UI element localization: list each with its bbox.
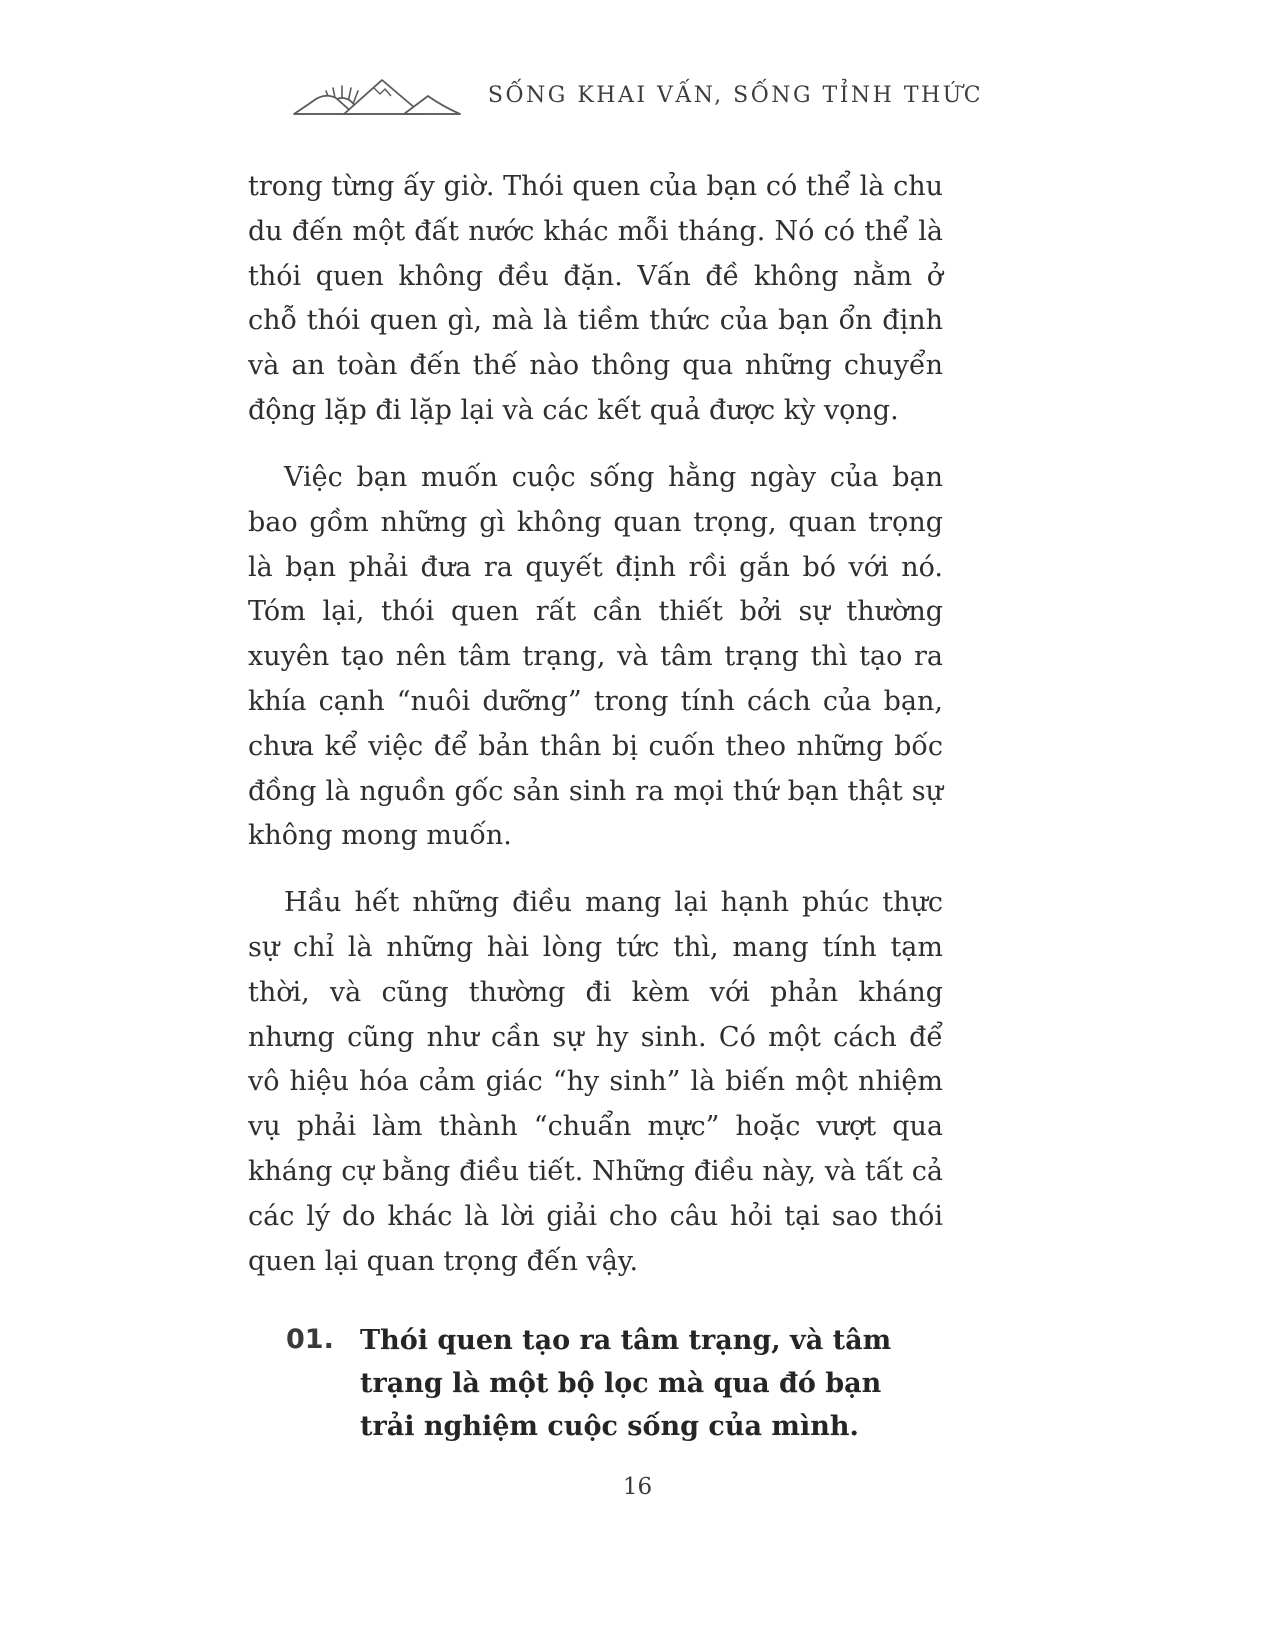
mountain-sunrise-icon (292, 68, 462, 122)
page-number: 16 (622, 1474, 653, 1500)
numbered-point-text: Thói quen tạo ra tâm trạng, và tâm trạng là một bộ lọc mà qua đó bạn trải nghiệm cuộc sống của mình. (360, 1324, 892, 1442)
book-title: SỐNG KHAI VẤN, SỐNG TỈNH THỨC (487, 82, 984, 108)
paragraph: Việc bạn muốn cuộc sống hằng ngày của bạn bao gồm những gì không quan trọng, quan trọng là bạn phải đưa ra quyết định rồi gắn bó với nó. Tóm lại, thói quen rất cần thiết bởi sự thường xuyên tạo nên tâm trạng, và tâm trạng thì tạo ra khía cạnh “nuôi dưỡng” trong tính cách của bạn, chưa kể việc để bản thân bị cuốn theo những bốc đồng là nguồn gốc sản sinh ra mọi thứ bạn thật sự không mong muốn. (248, 461, 943, 852)
numbered-point-number: 01. (286, 1323, 334, 1355)
page-footer (0, 1474, 1275, 1500)
numbered-point (248, 1319, 943, 1449)
page-header (0, 68, 1275, 122)
paragraph: trong từng ấy giờ. Thói quen của bạn có thể là chu du đến một đất nước khác mỗi tháng. Nó có thể là thói quen không đều đặn. Vấn đề không nằm ở chỗ thói quen gì, mà là tiềm thức của bạn ổn định và an toàn đến thế nào thông qua những chuyển động lặp đi lặp lại và các kết quả được kỳ vọng. (248, 171, 943, 427)
page-body (248, 165, 943, 1448)
paragraph: Hầu hết những điều mang lại hạnh phúc thực sự chỉ là những hài lòng tức thì, mang tính tạm thời, và cũng thường đi kèm với phản kháng nhưng cũng như cần sự hy sinh. Có một cách để vô hiệu hóa cảm giác “hy sinh” là biến một nhiệm vụ phải làm thành “chuẩn mực” hoặc vượt qua kháng cự bằng điều tiết. Những điều này, và tất cả các lý do khác là lời giải cho câu hỏi tại sao thói quen lại quan trọng đến vậy. (248, 887, 943, 1277)
